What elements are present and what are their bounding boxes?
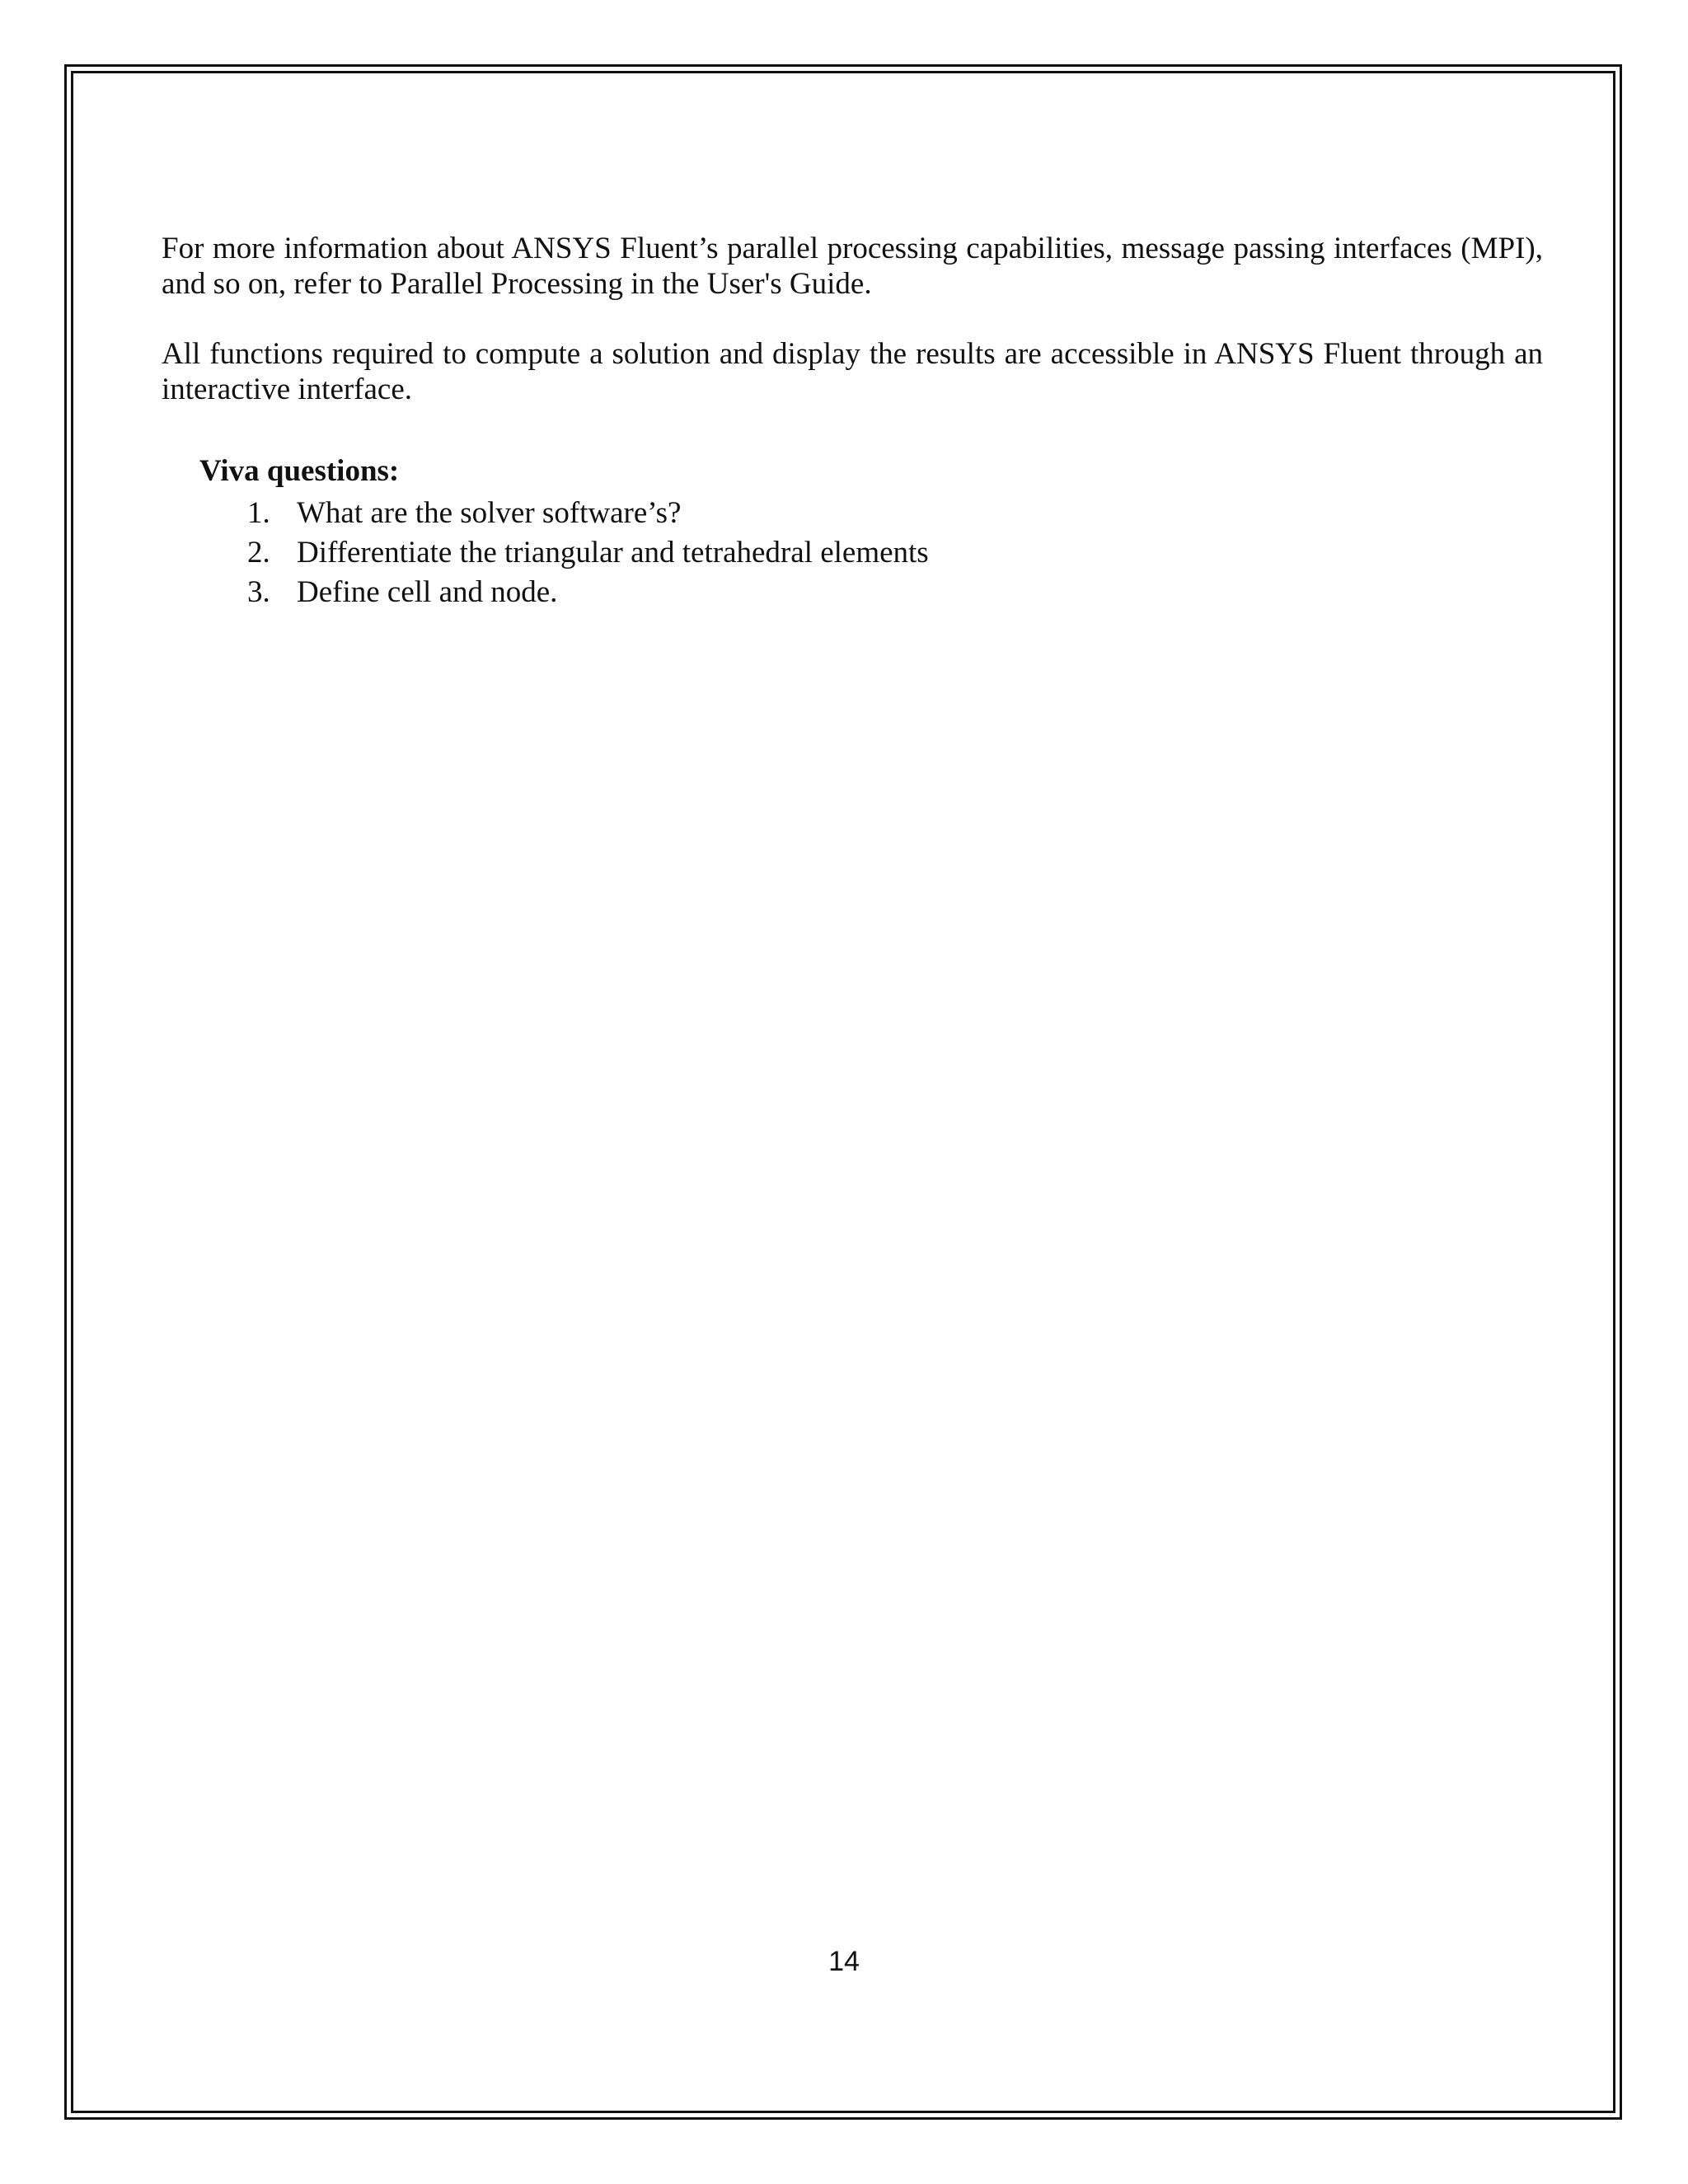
- question-text: What are the solver software’s?: [297, 496, 682, 530]
- viva-question: [199, 494, 1543, 533]
- question-text: Differentiate the triangular and tetrahedral elements: [297, 536, 929, 569]
- page-number: 14: [828, 1946, 860, 1977]
- question-number: 1.: [247, 496, 270, 530]
- question-number: 2.: [247, 536, 270, 569]
- viva-section: [199, 452, 1543, 612]
- viva-heading: Viva questions:: [199, 454, 400, 488]
- paragraph-interactive-interface: All functions required to compute a solution and display the results are accessible in ANSYS Fluent through an interactive interface.: [162, 337, 1543, 406]
- viva-question-list: [199, 494, 1543, 612]
- viva-question: [199, 533, 1543, 573]
- question-text: Define cell and node.: [297, 575, 558, 609]
- viva-question: [199, 573, 1543, 612]
- document-body: [162, 231, 1543, 612]
- paragraph-parallel-processing: For more information about ANSYS Fluent’s parallel processing capabilities, message passing interfaces (MPI), and so on, refer to Parallel Processing in the User's Guide.: [162, 232, 1543, 301]
- question-number: 3.: [247, 575, 270, 609]
